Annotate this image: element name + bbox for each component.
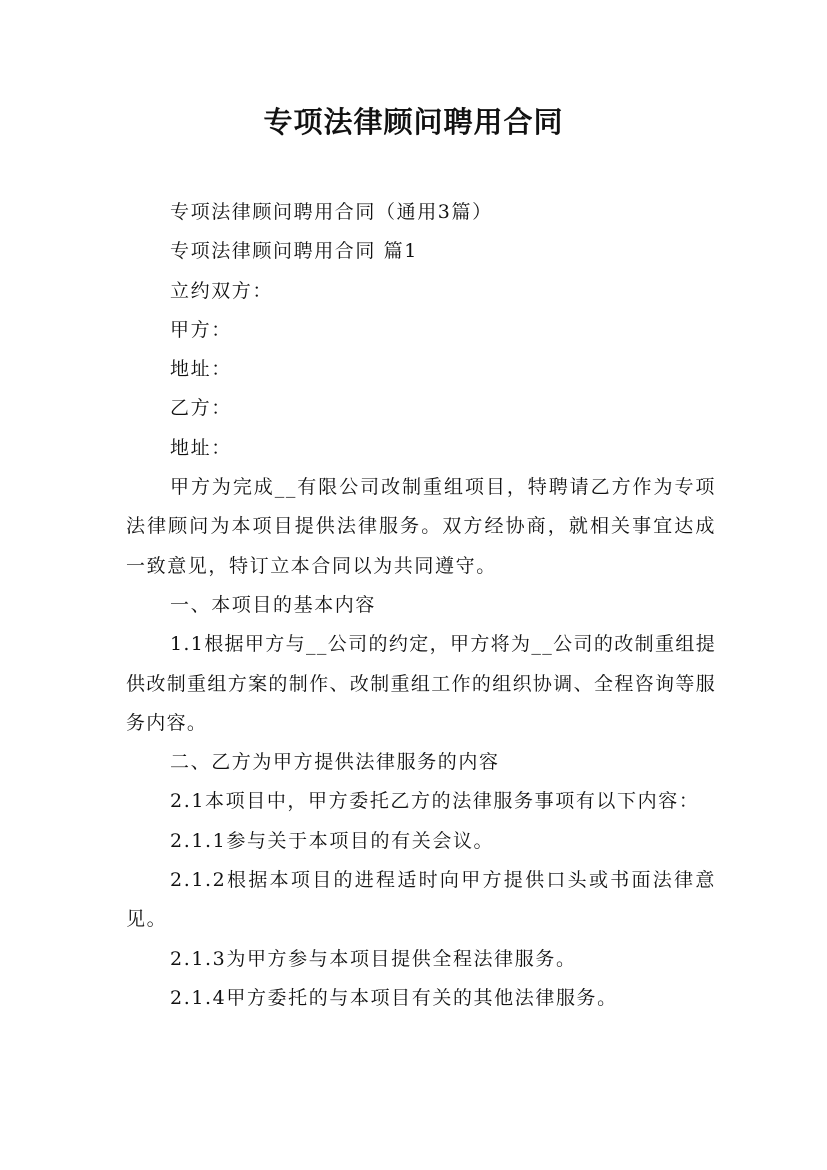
clause-heading-2: 二、乙方为甲方提供法律服务的内容 bbox=[170, 751, 500, 774]
clause-2-1-4: 2.1.4甲方委托的与本项目有关的其他法律服务。 bbox=[170, 986, 618, 1009]
clause-heading-1: 一、本项目的基本内容 bbox=[170, 593, 377, 616]
party-a-address-label: 地址： bbox=[170, 358, 232, 381]
document-body bbox=[126, 193, 716, 1018]
intro-paragraph: 甲方为完成__有限公司改制重组项目，特聘请乙方作为专项法律顾问为本项目提供法律服务。双方经协商，就相关事宜达成一致意见，特订立本合同以为共同遵守。 bbox=[126, 476, 716, 577]
party-a-label: 甲方： bbox=[170, 318, 232, 341]
clause-2-1-3: 2.1.3为甲方参与本项目提供全程法律服务。 bbox=[170, 947, 577, 970]
clause-2-1-1: 2.1.1参与关于本项目的有关会议。 bbox=[170, 829, 495, 852]
subtitle-paragraph: 专项法律顾问聘用合同（通用3篇） bbox=[170, 201, 493, 223]
parties-label: 立约双方： bbox=[170, 279, 274, 302]
document-title: 专项法律顾问聘用合同 bbox=[263, 105, 564, 139]
clause-2-1: 2.1本项目中，甲方委托乙方的法律服务事项有以下内容： bbox=[170, 790, 700, 813]
section-heading: 专项法律顾问聘用合同 篇1 bbox=[170, 240, 418, 263]
clause-2-1-2: 2.1.2根据本项目的进程适时向甲方提供口头或书面法律意见。 bbox=[126, 869, 716, 931]
clause-1-1: 1.1根据甲方与__公司的约定，甲方将为__公司的改制重组提供改制重组方案的制作、改制重组工作的组织协调、全程咨询等服务内容。 bbox=[126, 633, 716, 734]
party-b-address-label: 地址： bbox=[170, 436, 232, 459]
party-b-label: 乙方： bbox=[170, 397, 232, 420]
